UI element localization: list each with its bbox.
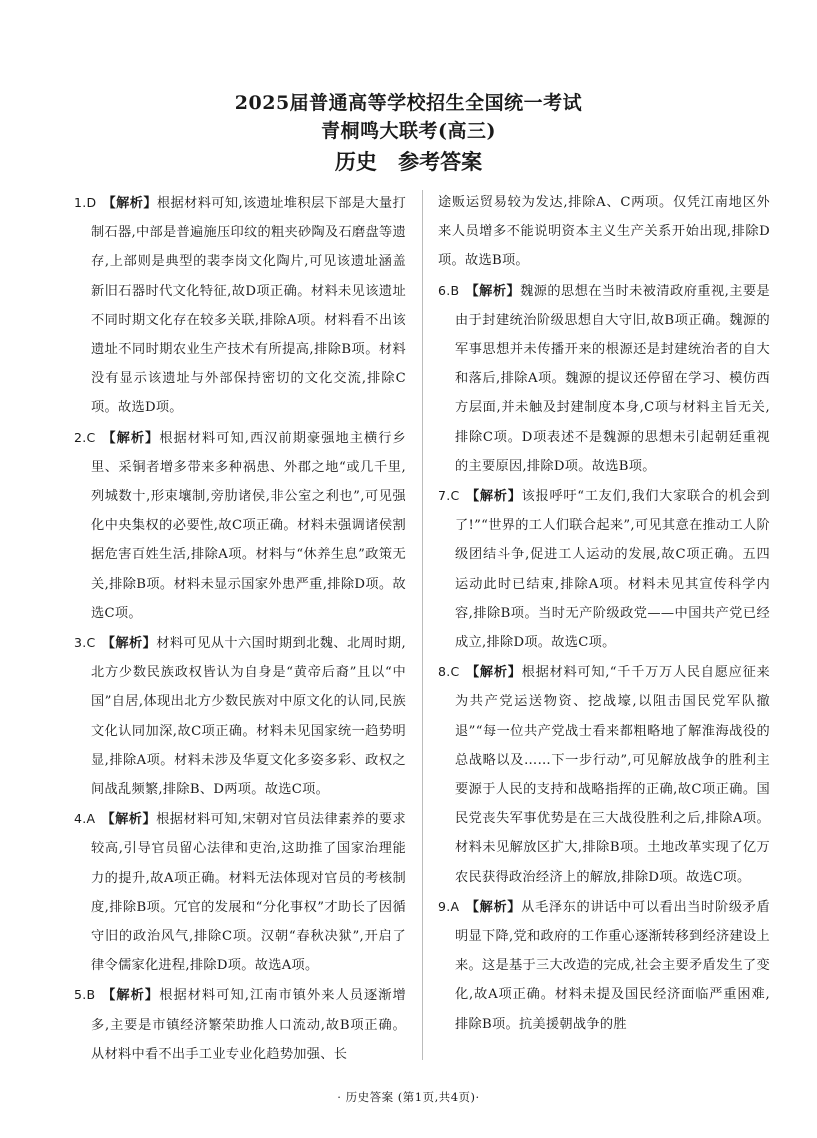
- answer-number: 2.C: [74, 429, 96, 445]
- analysis-tag: 【解析】: [102, 196, 157, 211]
- answer-number: 5.B: [74, 987, 96, 1003]
- answer-continuation: [438, 188, 770, 276]
- analysis-tag: 【解析】: [101, 430, 160, 446]
- answer-number: 3.C: [74, 635, 96, 651]
- answer-number: 4.A: [74, 811, 96, 827]
- answer-text: 材料可见从十六国时期到北魏、北周时期,北方少数民族政权皆认为自身是“黄帝后裔”且以“中国”自居,体现出北方少数民族对中原文化的认同,民族文化认同加深,故C项正确。材料未见国家统一趋势明显,排除A项。材料未涉及华夏文化多姿多彩、政权之间战乱频繁,排除B、D两项。故选C项。: [91, 636, 407, 798]
- subject-title: 历史 参考答案: [334, 149, 483, 174]
- answer-item: [438, 481, 770, 657]
- answer-item: [438, 276, 770, 481]
- answer-item: [438, 892, 770, 1039]
- answer-item: [74, 980, 406, 1069]
- page-footer: · 历史答案 (第1页,共4页)·: [337, 1090, 480, 1104]
- analysis-tag: 【解析】: [101, 812, 157, 828]
- analysis-tag: 【解析】: [465, 489, 522, 505]
- answer-text: 根据材料可知,江南市镇外来人员逐渐增多,主要是市镇经济繁荣助推人口流动,故B项正确。从材料中看不出手工业专业化趋势加强、长: [91, 988, 406, 1062]
- right-column: [438, 188, 770, 1039]
- answer-text: 根据材料可知,该遗址堆积层下部是大量打制石器,中部是普遍施压印纹的粗夹砂陶及石磨盘等遗存,上部则是典型的裴李岗文化陶片,可见该遗址涵盖新旧石器时代文化特征,故D项正确。材料未见该遗址不同时期文化存在较多关联,排除A项。材料看不出该遗址不同时期农业生产技术有所提高,排除B项。材料没有显示该遗址与外部保持密切的文化交流,排除C项。故选D项。: [91, 196, 407, 416]
- answer-item: [438, 657, 770, 892]
- analysis-tag: 【解析】: [465, 283, 521, 299]
- answer-number: 6.B: [438, 282, 460, 298]
- answer-number: 1.D: [74, 195, 97, 210]
- answer-number: 7.C: [438, 488, 460, 504]
- answer-text: 魏源的思想在当时未被清政府重视,主要是由于封建统治阶级思想自大守旧,故B项正确。魏源的军事思想并未传播开来的根源还是封建统治者的自大和落后,排除A项。魏源的提议还停留在学习、模仿西方层面,并未触及封建制度本身,C项与材料主旨无关,排除C项。D项表述不是魏源的思想未引起朝廷重视的主要原因,排除D项。故选B项。: [455, 283, 771, 474]
- answer-number: 9.A: [438, 898, 460, 914]
- answer-text: 根据材料可知,宋朝对官员法律素养的要求较高,引导官员留心法律和吏治,这助推了国家治理能力的提升,故A项正确。材料无法体现对官员的考核制度,排除B项。冗官的发展和“分化事权”才助长了因循守旧的政治风气,排除C项。汉朝“春秋决狱”,开启了律令儒家化进程,排除D项。故选A项。: [91, 812, 406, 974]
- answer-item: [74, 804, 406, 980]
- answer-number: 8.C: [438, 664, 460, 680]
- answer-item: [74, 628, 406, 804]
- column-divider: [422, 190, 423, 1060]
- left-column: [74, 188, 406, 1069]
- answer-text: 途贩运贸易较为发达,排除A、C两项。仅凭江南地区外来人员增多不能说明资本主义生产关系开始出现,排除D项。故选B项。: [438, 195, 770, 269]
- analysis-tag: 【解析】: [101, 988, 160, 1004]
- answer-item: [74, 188, 406, 423]
- exam-title: 2025届普通高等学校招生全国统一考试: [234, 92, 583, 114]
- exam-subtitle: 青桐鸣大联考(高三): [321, 120, 496, 142]
- analysis-tag: 【解析】: [465, 899, 522, 915]
- analysis-tag: 【解析】: [465, 665, 522, 681]
- answer-text: 根据材料可知,“千千万万人民自愿应征来为共产党运送物资、挖战壕,以阻击国民党军队撤退”“每一位共产党战士看来都粗略地了解淮海战役的总战略以及……下一步行动”,可见解放战争的胜利主要源于人民的支持和战略指挥的正确,故C项正确。国民党丧失军事优势是在三大战役胜利之后,排除A项。材料未见解放区扩大,排除B项。土地改革实现了亿万农民获得政治经济上的解放,排除D项。故选C项。: [455, 665, 770, 885]
- answer-text: 从毛泽东的讲话中可以看出当时阶级矛盾明显下降,党和政府的工作重心逐渐转移到经济建设上来。这是基于三大改造的完成,社会主要矛盾发生了变化,故A项正确。材料未提及国民经济面临严重困难,排除B项。抗美援朝战争的胜: [455, 899, 770, 1032]
- analysis-tag: 【解析】: [101, 636, 157, 652]
- answer-text: 该报呼吁“工友们,我们大家联合的机会到了!”“世界的工人们联合起来”,可见其意在推动工人阶级团结斗争,促进工人运动的发展,故C项正确。五四运动此时已结束,排除A项。材料未见其宣传科学内容,排除B项。当时无产阶级政党——中国共产党已经成立,排除D项。故选C项。: [455, 489, 771, 651]
- answer-text: 根据材料可知,西汉前期豪强地主横行乡里、采铜者增多带来多种祸患、外郡之地“或几千里,列城数十,形束壤制,旁肋诸侯,非公室之利也”,可见强化中央集权的必要性,故C项正确。材料未强调诸侯割据危害百姓生活,排除A项。材料与“休养生息”政策无关,排除B项。材料未显示国家外患严重,排除D项。故选C项。: [91, 430, 406, 621]
- answer-item: [74, 423, 406, 628]
